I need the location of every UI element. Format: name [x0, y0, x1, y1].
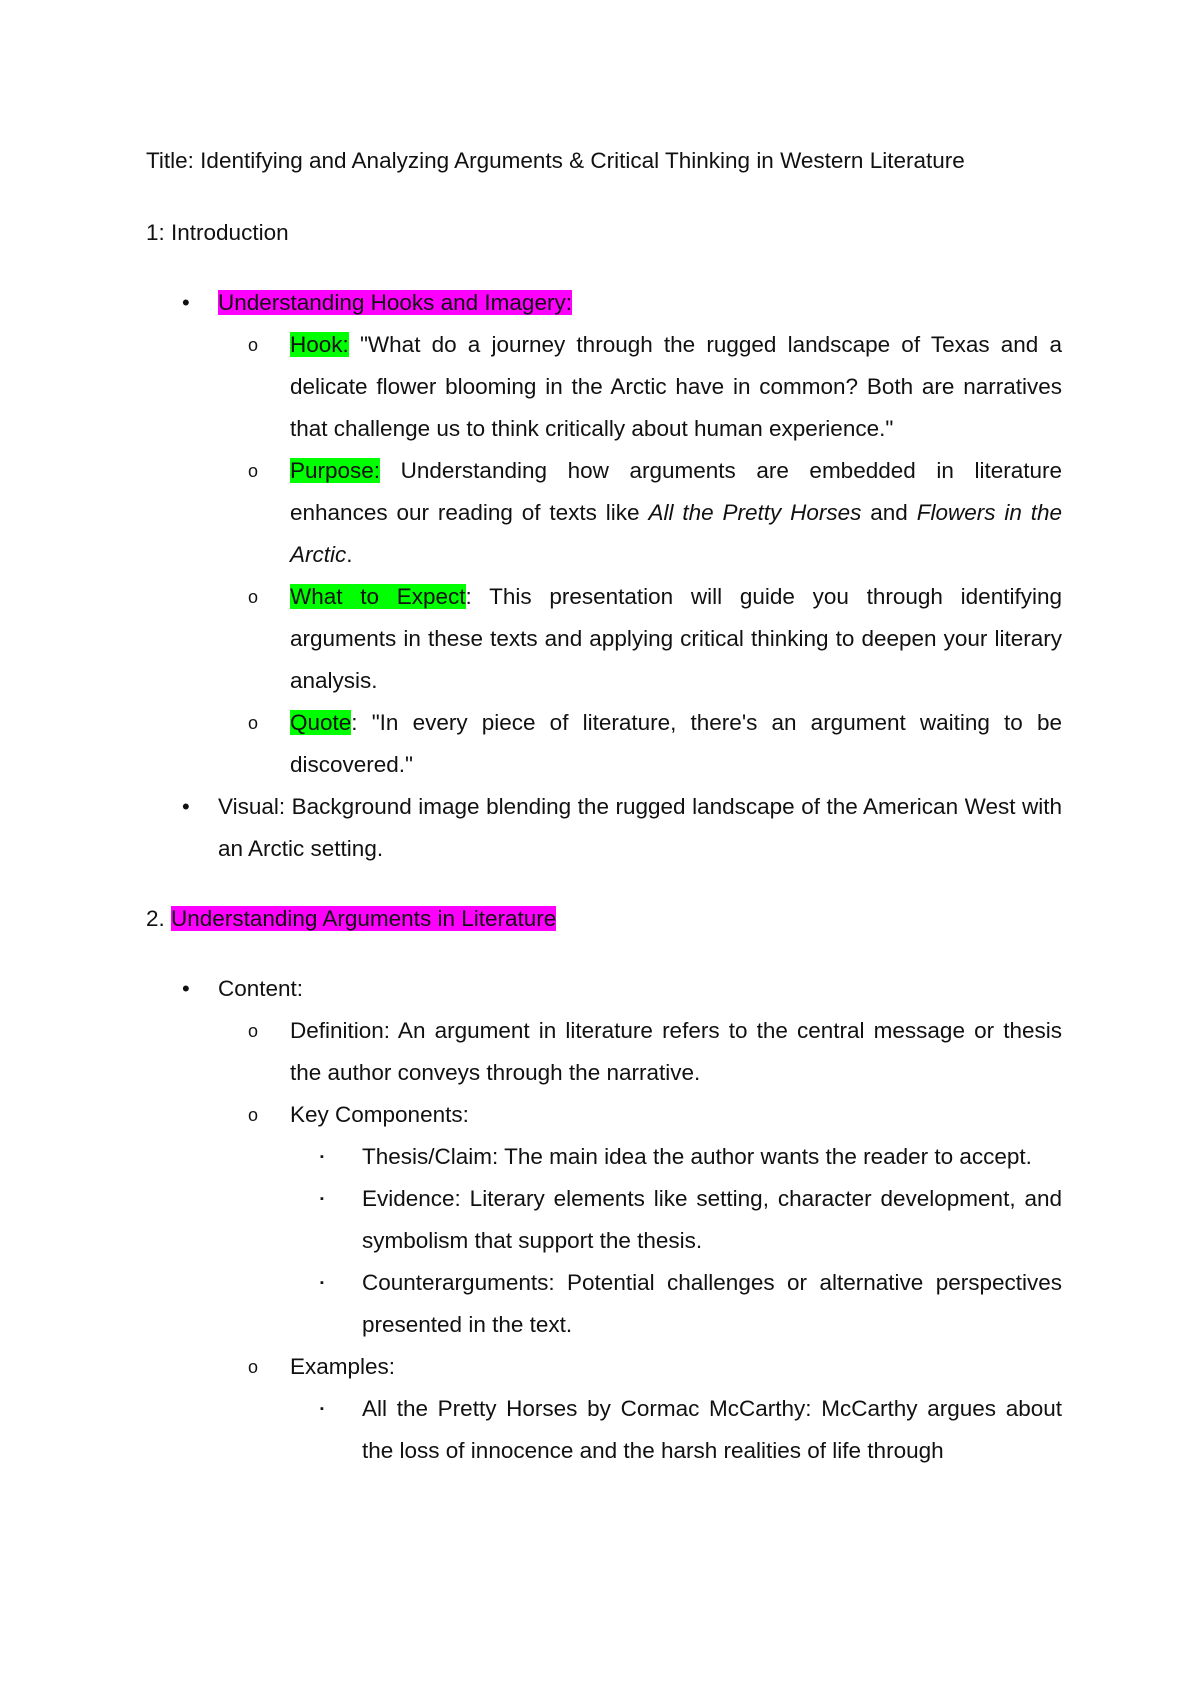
book-title: All the Pretty Horses — [648, 500, 862, 525]
list-item — [218, 324, 1062, 450]
section-1-heading: 1: Introduction — [146, 220, 289, 245]
list-item — [290, 1136, 1062, 1178]
list-item — [218, 702, 1062, 786]
bullet-square: ▪ — [320, 1151, 324, 1163]
content-label: Content: — [218, 976, 304, 1001]
bullet-circle: o — [248, 587, 259, 607]
bullet-circle: o — [248, 713, 259, 733]
bullet-circle: o — [248, 335, 259, 355]
list-item — [290, 1388, 1062, 1472]
components-sublist — [290, 1136, 1062, 1346]
examples-sublist — [290, 1388, 1062, 1472]
example-text: All the Pretty Horses by Cormac McCarthy: McCarthy argues about the loss of innocence and the harsh realities of life through — [362, 1396, 1062, 1463]
definition-text: Definition: An argument in literature refers to the central message or thesis the author conveys through the narrative. — [290, 1018, 1062, 1085]
counterarguments-text: Counterarguments: Potential challenges or alternative perspectives presented in the text. — [362, 1270, 1062, 1337]
examples-label: Examples: — [290, 1354, 396, 1379]
highlighted-subheading: Understanding Hooks and Imagery: — [218, 290, 572, 315]
section-1-list — [146, 282, 1062, 870]
bullet-square: ▪ — [320, 1277, 324, 1289]
purpose-text: Understanding how arguments are embedded in literature enhances our reading of texts like — [290, 458, 1062, 525]
thesis-text: Thesis/Claim: The main idea the author wants the reader to accept. — [362, 1144, 1032, 1169]
document-page — [146, 140, 1062, 1472]
quote-text: : "In every piece of literature, there's an argument waiting to be discovered." — [290, 710, 1062, 777]
list-item — [218, 1094, 1062, 1346]
hook-label: Hook: — [290, 332, 349, 357]
section-2-list — [146, 968, 1062, 1472]
list-item — [218, 576, 1062, 702]
bullet-circle: o — [248, 1105, 259, 1125]
document-title: Title: Identifying and Analyzing Arguments & Critical Thinking in Western Literature — [146, 148, 965, 173]
purpose-text: . — [346, 542, 353, 567]
expect-text: : This presentation will guide you through identifying arguments in these texts and applying critical thinking to deepen your literary analysis. — [290, 584, 1062, 693]
list-item — [290, 1262, 1062, 1346]
section-2-title: Understanding Arguments in Literature — [171, 906, 557, 931]
section-2-heading — [146, 898, 1062, 940]
section-number: 2. — [146, 906, 172, 931]
bullet-dot: • — [182, 290, 190, 315]
key-components-label: Key Components: — [290, 1102, 469, 1127]
list-item — [146, 968, 1062, 1472]
hooks-sublist — [218, 324, 1062, 786]
list-item — [218, 450, 1062, 576]
bullet-circle: o — [248, 1021, 259, 1041]
hook-text: "What do a journey through the rugged landscape of Texas and a delicate flower blooming in the Arctic have in common? Both are narratives that challenge us to think critically about human experience." — [290, 332, 1062, 441]
evidence-text: Evidence: Literary elements like setting, character development, and symbolism that support the thesis. — [362, 1186, 1062, 1253]
book-title: Flowers in the Arctic — [290, 500, 1063, 567]
content-sublist — [218, 1010, 1062, 1472]
visual-text: Visual: Background image blending the rugged landscape of the American West with an Arctic setting. — [218, 794, 1062, 861]
bullet-square: ▪ — [320, 1403, 324, 1415]
bullet-circle: o — [248, 461, 259, 481]
purpose-label: Purpose: — [290, 458, 381, 483]
bullet-dot: • — [182, 794, 190, 819]
list-item — [146, 282, 1062, 786]
expect-label: What to Expect — [290, 584, 466, 609]
list-item — [290, 1178, 1062, 1262]
purpose-text: and — [861, 500, 917, 525]
list-item — [218, 1010, 1062, 1094]
quote-label: Quote — [290, 710, 352, 735]
bullet-square: ▪ — [320, 1193, 324, 1205]
bullet-dot: • — [182, 976, 190, 1001]
list-item — [146, 786, 1062, 870]
bullet-circle: o — [248, 1357, 259, 1377]
list-item — [218, 1346, 1062, 1472]
